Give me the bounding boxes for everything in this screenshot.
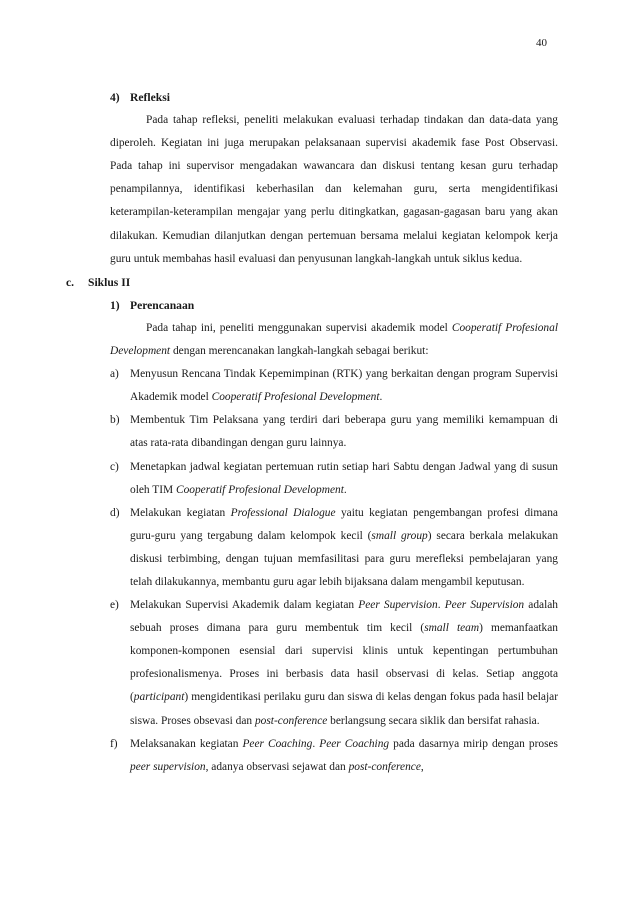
item-f-text-3: pada dasarnya mirip dengan proses: [389, 737, 558, 750]
planning-title: Perencanaan: [130, 298, 195, 312]
section-c-heading: [66, 271, 558, 294]
item-c-text: Menetapkan jadwal kegiatan pertemuan rutin setiap hari Sabtu dengan Jadwal yang di susun oleh TIM: [130, 460, 558, 496]
section-c-label: c.: [66, 275, 75, 289]
item-f-text-4: , adanya observasi sejawat dan: [205, 760, 349, 773]
item-e-text-1: Melakukan Supervisi Akademik dalam kegiatan: [130, 599, 359, 612]
item-e-text-3: adalah sebuah proses dimana para guru membentuk tim kecil (: [130, 599, 558, 635]
list-item-d: [110, 502, 558, 594]
list-marker-f: f): [110, 737, 118, 750]
list-item-b: [110, 409, 558, 455]
item-b-text: Membentuk Tim Pelaksana yang terdiri dari beberapa guru yang memiliki kemampuan di atas rata-rata dibandingan dengan guru lainnya.: [130, 414, 558, 450]
section-c-title: Siklus II: [88, 275, 131, 289]
planning-intro-text-end: dengan merencanakan langkah-langkah sebagai berikut:: [170, 345, 429, 358]
item-f-italic-4: post-conference: [348, 760, 421, 773]
list-marker-c: c): [110, 460, 119, 473]
item-c-text-end: .: [343, 483, 347, 496]
reflection-title: Refleksi: [130, 91, 170, 104]
item-f-italic-3: peer supervision: [130, 760, 206, 773]
reflection-paragraph: Pada tahap refleksi, peneliti melakukan evaluasi terhadap tindakan dan data-data yang diperoleh. Kegiatan ini juga merupakan pelaksanaan supervisi akademik fase Post Observasi. Pada tahap ini supervisor mengadakan wawancara dan diskusi tentang kesan guru terhadap penampilannya, identifikasi keberhasilan dan kelemahan guru, serta mengidentifikasi keterampilan-keterampilan mengajar yang perlu ditingkatkan, gagasan-gagasan baru yang akan dilakukan. Kemudian dilanjutkan dengan pertemuan bersama melalui kegiatan kelompok kerja guru untuk membahas hasil evaluasi dan penyusunan langkah-langkah untuk siklus kedua.: [110, 114, 558, 265]
item-f-text-5: ,: [420, 760, 424, 773]
list-item-a: [110, 363, 558, 409]
page-content: [66, 86, 559, 779]
item-e-italic-5: post-conference: [254, 714, 328, 727]
item-c-italic: Cooperatif Profesional Development: [175, 483, 344, 496]
reflection-number: 4): [110, 91, 120, 104]
item-f-italic-2: Peer Coaching: [319, 737, 390, 750]
item-d-italic-2: small group: [371, 529, 428, 542]
item-a-text: Menyusun Rencana Tindak Kepemimpinan (RTK) yang berkaitan dengan program Supervisi Akademik model: [130, 368, 558, 404]
item-d-text-2: yaitu kegiatan pengembangan profesi dimana guru-guru yang tergabung dalam kelompok kecil (: [130, 506, 558, 542]
list-item-e: [110, 594, 558, 733]
planning-intro-italic: Cooperatif Profesional Development: [110, 321, 558, 358]
reflection-heading: [110, 86, 558, 109]
item-f-italic-1: Peer Coaching: [242, 737, 313, 750]
planning-intro-text: Pada tahap ini, peneliti menggunakan supervisi akademik model: [146, 321, 452, 334]
list-item-f: [110, 733, 558, 779]
planning-paragraph: [110, 317, 558, 363]
list-marker-d: d): [110, 506, 120, 519]
page-number: 40: [536, 37, 547, 49]
item-e-text-5: ) mengidentikasi perilaku guru dan siswa di kelas dengan fokus pada hasil belajar siswa. Proses obsevasi dan: [130, 691, 558, 727]
item-f-text-2: .: [312, 737, 320, 750]
list-marker-b: b): [110, 414, 120, 427]
item-e-text-6: berlangsung secara siklik dan bersifat rahasia.: [327, 714, 540, 727]
item-e-italic-2: Peer Supervision: [444, 599, 525, 612]
item-d-text-1: Melakukan kegiatan: [130, 506, 231, 519]
item-e-italic-4: participant: [133, 691, 185, 704]
item-e-italic-1: Peer Supervision: [358, 599, 438, 612]
item-f-text-1: Melaksanakan kegiatan: [130, 737, 243, 750]
planning-heading: [110, 294, 558, 317]
list-marker-a: a): [110, 368, 119, 381]
planning-list: [110, 363, 558, 779]
item-d-text-3: ) secara berkala melakukan diskusi terbimbing, dengan tujuan memfasilitasi para guru merefleksi pembelajaran yang telah dilakukannya, membantu guru agar lebih bijaksana dalam mengambil keputusan.: [130, 529, 559, 588]
list-marker-e: e): [110, 599, 119, 612]
planning-number: 1): [110, 298, 120, 312]
item-a-text-end: .: [379, 391, 383, 404]
item-e-italic-3: small team: [424, 622, 480, 635]
item-a-italic: Cooperatif Profesional Development: [211, 391, 380, 404]
item-d-italic-1: Professional Dialogue: [230, 506, 336, 519]
list-item-c: [110, 456, 558, 502]
item-e-text-2: .: [437, 599, 445, 612]
item-e-text-4: ) memanfaatkan komponen-komponen esensial dari supervisi klinis untuk kepentingan pertumbuhan profesionalismenya. Proses ini berbasis data hasil observasi di kelas. Setiap anggota (: [130, 622, 558, 704]
